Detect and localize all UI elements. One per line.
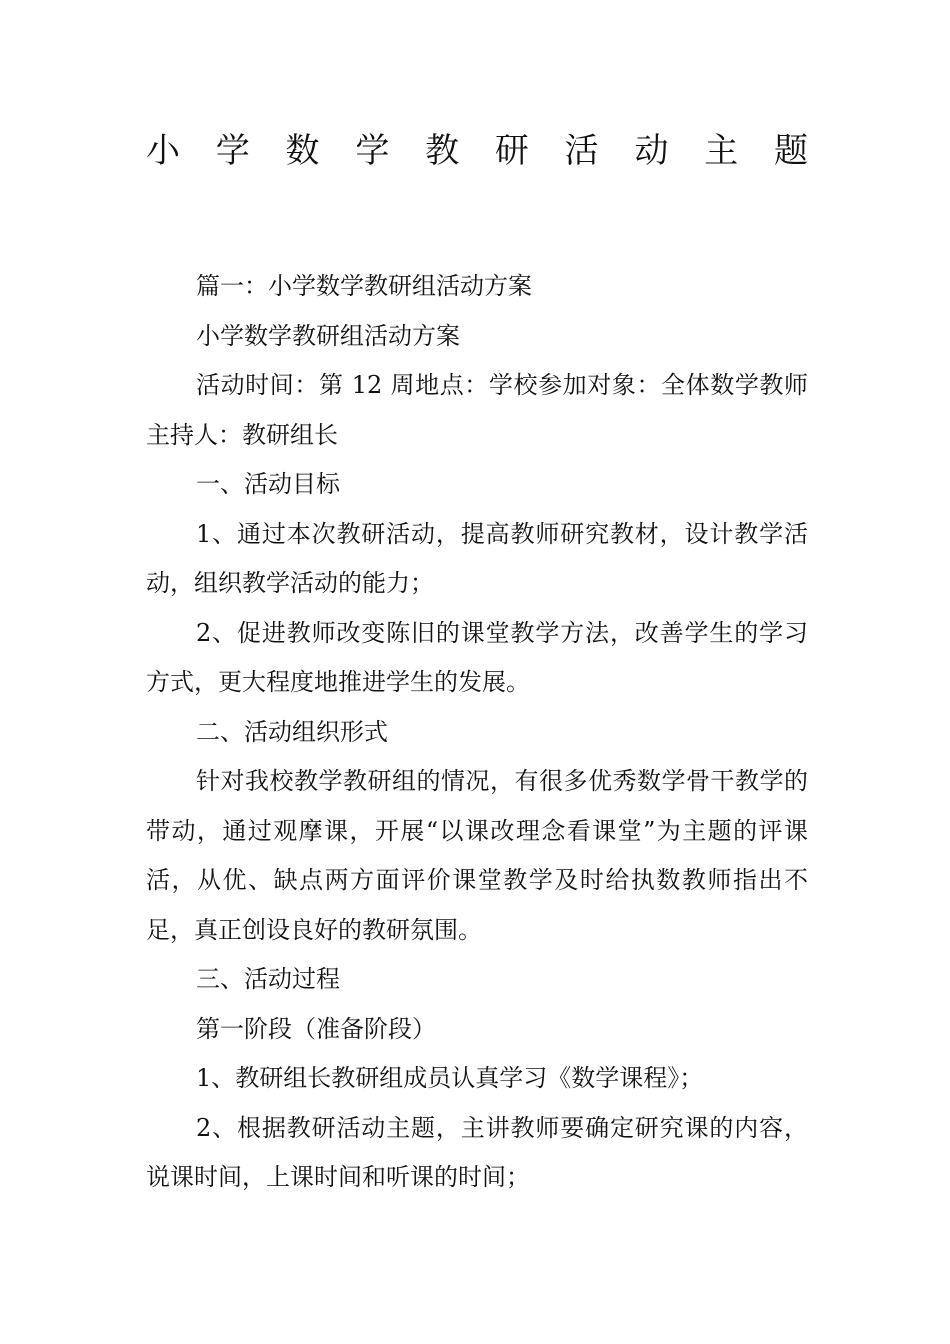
section-heading-part-one: 篇一：小学数学教研组活动方案: [196, 272, 532, 300]
format-description: 针对我校教学教研组的情况，有很多优秀数学骨干教学的带动，通过观摩课，开展“以课改理念看课堂”为主题的评课活，从优、缺点两方面评价课堂教学及时给执数教师指出不足，真正创设良好的教研氛围。: [146, 767, 808, 944]
document-body: [146, 262, 808, 1203]
preparation-item-1: 1、教研组长教研组成员认真学习《数学课程》；: [196, 1064, 704, 1092]
stage-heading-preparation: 第一阶段（准备阶段）: [196, 1014, 436, 1043]
section-heading-format: 二、活动组织形式: [196, 717, 388, 746]
activity-details: 活动时间：第 12 周地点：学校参加对象：全体数学教师主持人：教研组长: [146, 371, 808, 449]
document-title: 小学数学教研活动主题: [146, 131, 808, 171]
plan-title: 小学数学教研组活动方案: [196, 321, 460, 350]
goal-item-1: 1、通过本次教研活动，提高教师研究教材，设计教学活动，组织教学活动的能力；: [146, 519, 808, 597]
goal-item-2: 2、促进教师改变陈旧的课堂教学方法，改善学生的学习方式，更大程度地推进学生的发展。: [146, 618, 808, 696]
section-heading-process: 三、活动过程: [196, 965, 340, 993]
preparation-item-2: 2、根据教研活动主题，主讲教师要确定研究课的内容，说课时间，上课时间和听课的时间；: [146, 1113, 808, 1191]
section-heading-goals: 一、活动目标: [196, 470, 340, 498]
